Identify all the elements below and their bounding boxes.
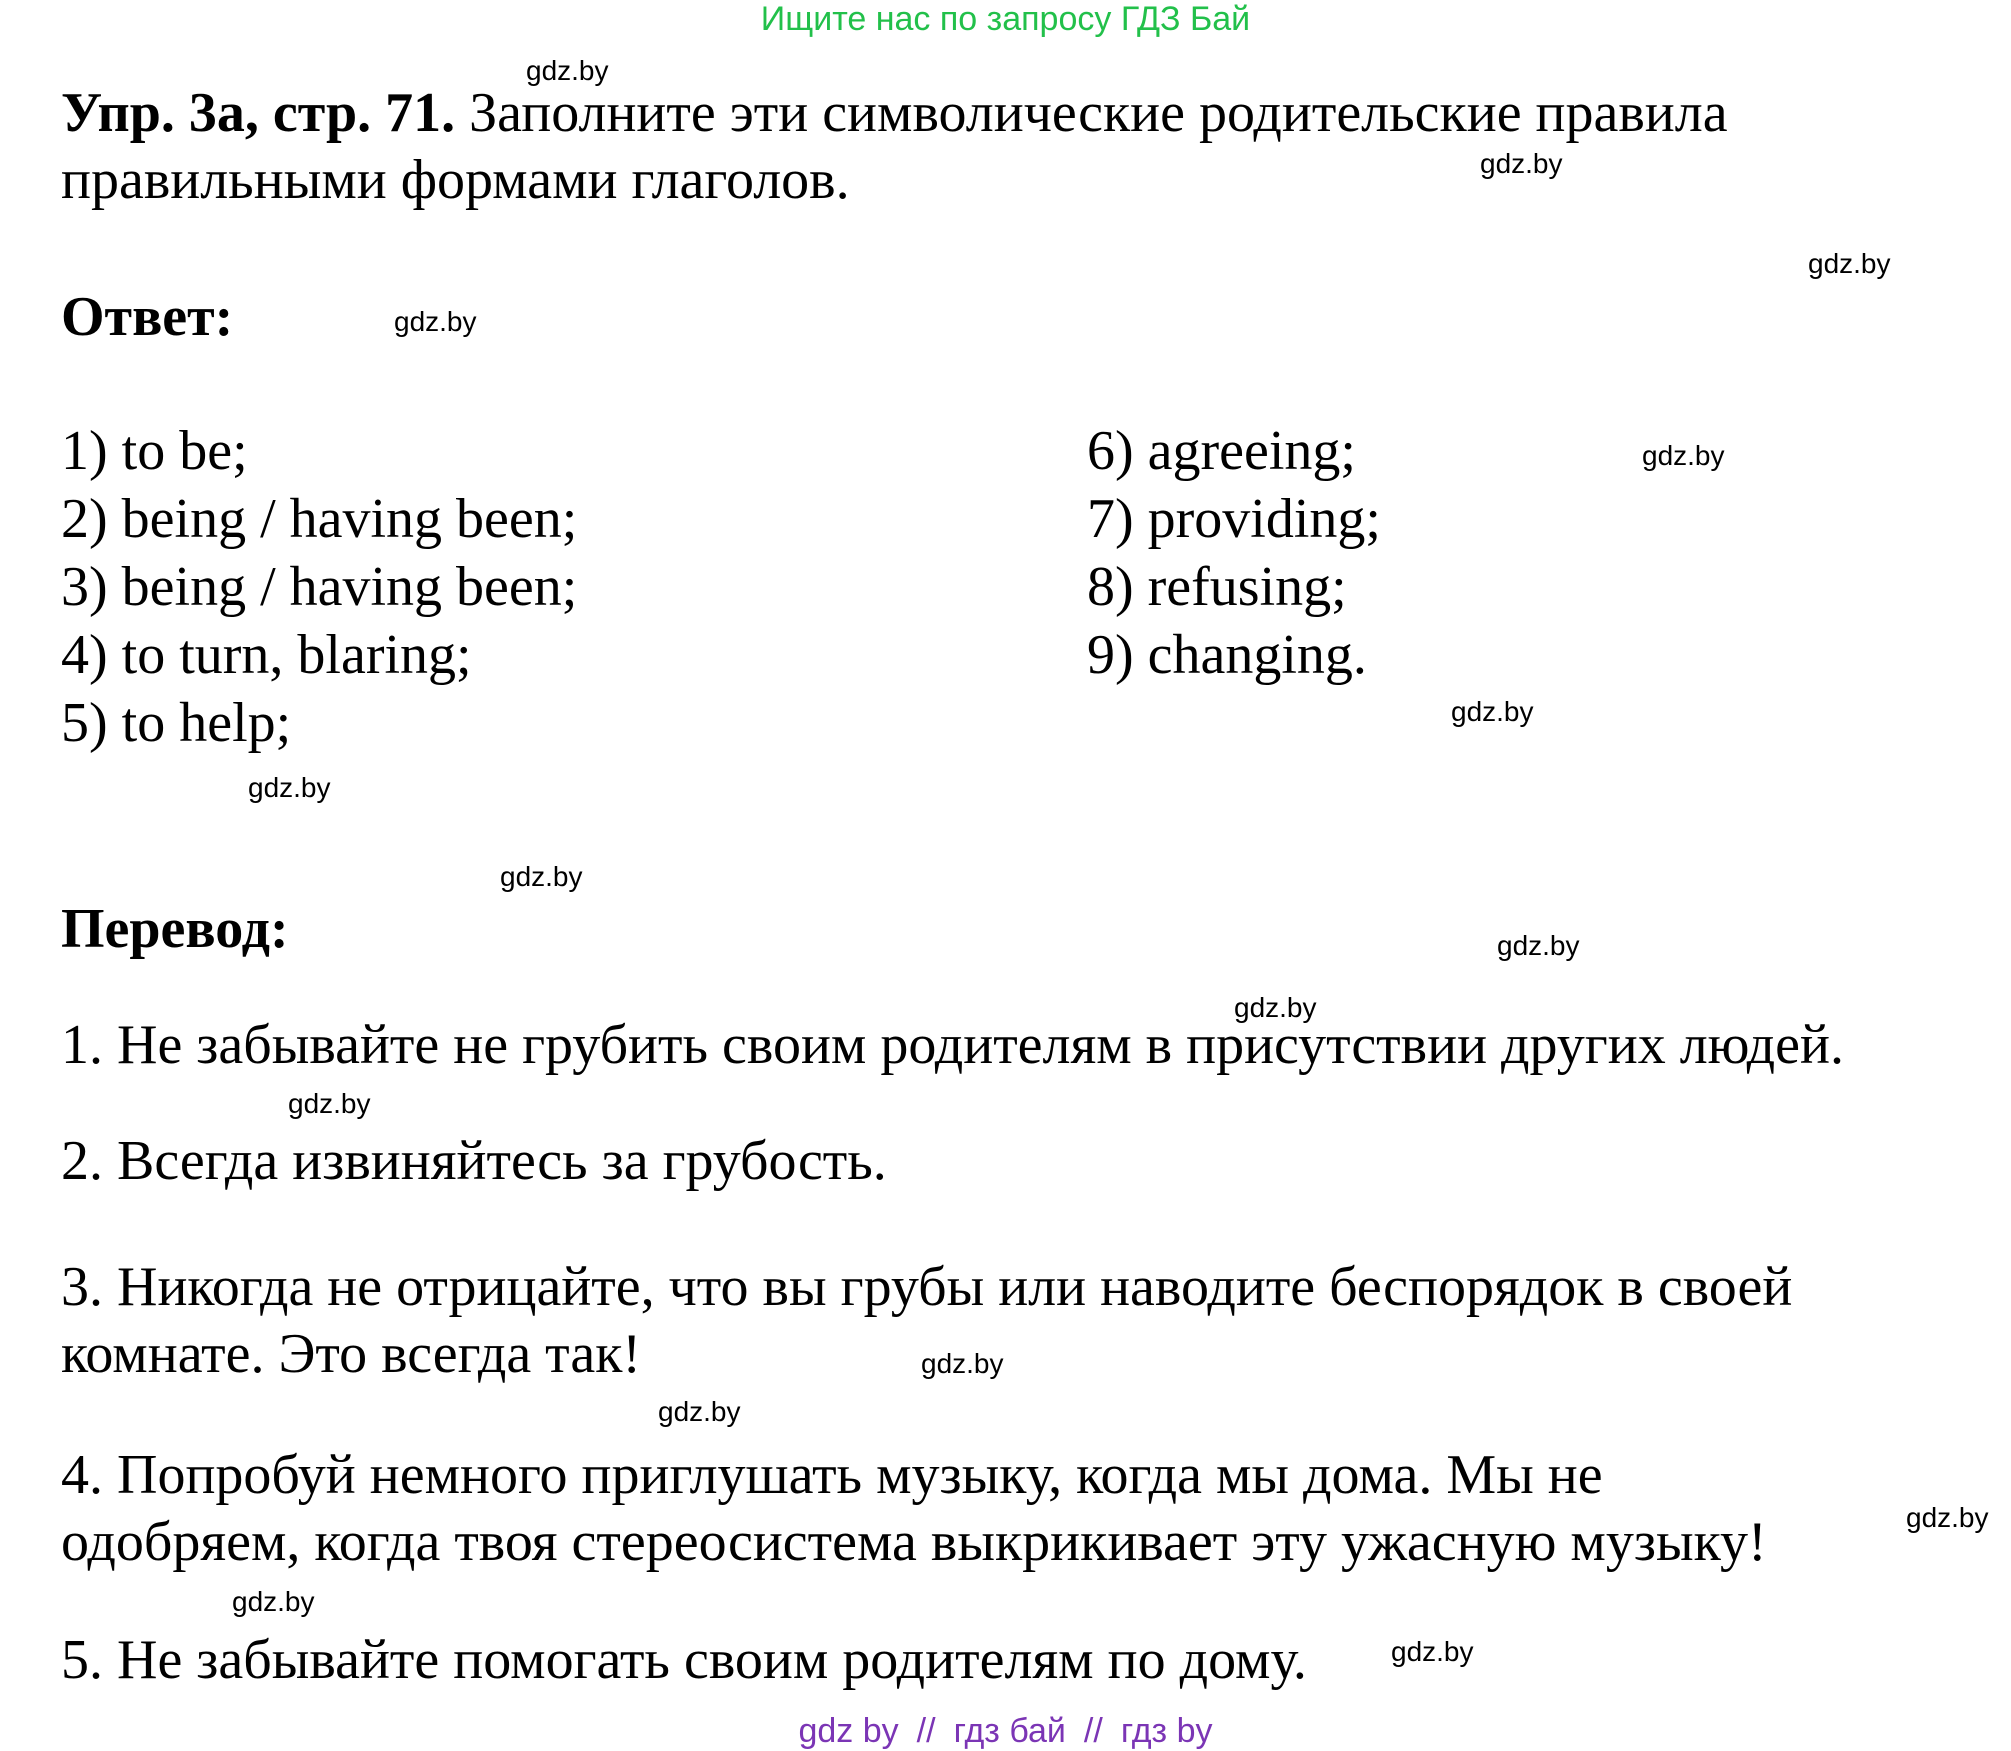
task-line-2: правильными формами глаголов. [61, 149, 850, 211]
watermark: gdz.by [394, 306, 477, 337]
footer-part-1: gdz by [798, 1712, 899, 1750]
watermark: gdz.by [248, 772, 331, 803]
answer-item: 6) agreeing; [1087, 420, 1356, 482]
watermark: gdz.by [1234, 992, 1317, 1023]
watermark: gdz.by [232, 1586, 315, 1617]
watermark: gdz.by [526, 55, 609, 86]
watermark: gdz.by [1642, 440, 1725, 471]
top-banner: Ищите нас по запросу ГДЗ Бай [760, 0, 1251, 38]
translation-line: 4. Попробуй немного приглушать музыку, когда мы дома. Мы не [61, 1444, 1603, 1506]
answer-heading: Ответ: [61, 286, 234, 348]
footer-part-2: гдз бай [953, 1712, 1066, 1750]
answer-item: 8) refusing; [1087, 556, 1347, 618]
watermark: gdz.by [1906, 1502, 1989, 1533]
watermark: gdz.by [658, 1396, 741, 1427]
footer-separator: // [1083, 1712, 1103, 1750]
task-text-1: Заполните эти символические родительские правила [455, 82, 1728, 144]
answer-item: 7) providing; [1087, 488, 1381, 550]
translation-heading: Перевод: [61, 898, 289, 960]
watermark: gdz.by [1480, 148, 1563, 179]
watermark: gdz.by [1451, 696, 1534, 727]
footer [0, 1712, 2011, 1751]
watermark: gdz.by [1808, 248, 1891, 279]
answer-item: 3) being / having been; [61, 556, 578, 618]
translation-line: комнате. Это всегда так! [61, 1323, 642, 1385]
translation-line: 2. Всегда извиняйтесь за грубость. [61, 1130, 887, 1192]
footer-part-3: гдз by [1120, 1712, 1213, 1750]
watermark: gdz.by [500, 861, 583, 892]
footer-separator: // [916, 1712, 936, 1750]
answer-item: 2) being / having been; [61, 488, 578, 550]
task-line-1 [61, 80, 1728, 147]
answer-item: 4) to turn, blaring; [61, 624, 472, 686]
translation-line: 5. Не забывайте помогать своим родителям по дому. [61, 1629, 1307, 1691]
watermark: gdz.by [1497, 930, 1580, 961]
translation-line: 3. Никогда не отрицайте, что вы грубы или наводите беспорядок в своей [61, 1256, 1793, 1318]
translation-line: одобряем, когда твоя стереосистема выкрикивает эту ужасную музыку! [61, 1511, 1767, 1573]
answer-item: 9) changing. [1087, 624, 1367, 686]
task-label: Упр. 3а, стр. 71. [61, 82, 456, 144]
watermark: gdz.by [288, 1088, 371, 1119]
watermark: gdz.by [1391, 1636, 1474, 1667]
watermark: gdz.by [921, 1348, 1004, 1379]
translation-line: 1. Не забывайте не грубить своим родителям в присутствии других людей. [61, 1014, 1844, 1076]
answer-item: 1) to be; [61, 420, 248, 482]
answer-item: 5) to help; [61, 692, 292, 754]
